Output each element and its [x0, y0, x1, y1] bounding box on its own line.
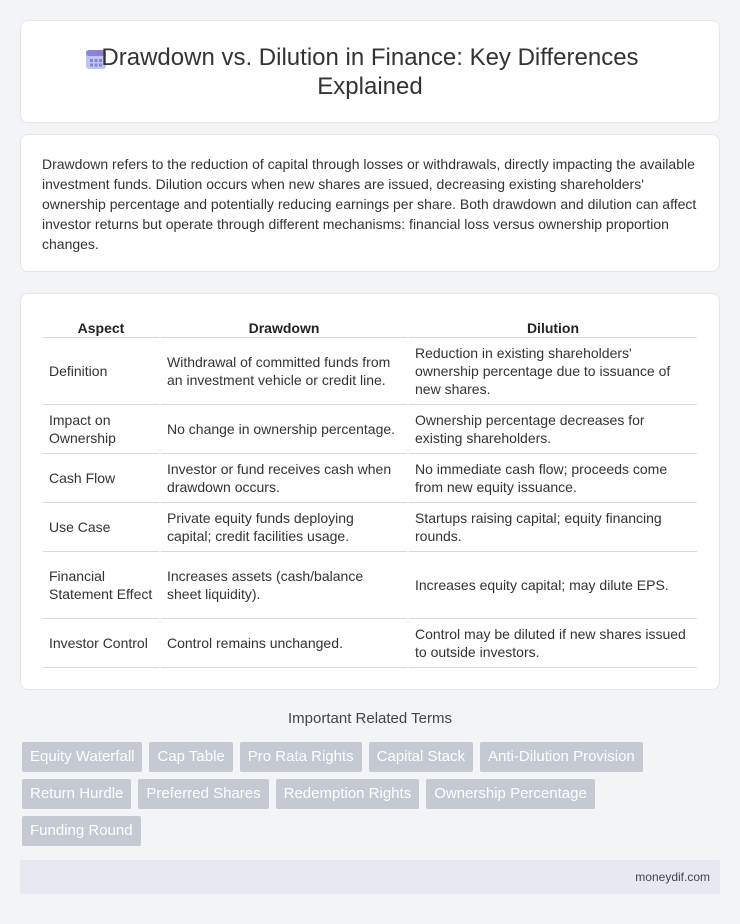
- comparison-table: [41, 314, 699, 668]
- row-dilution: No immediate cash flow; proceeds come from new equity issuance.: [409, 454, 697, 503]
- related-term-tag[interactable]: Ownership Percentage: [426, 779, 595, 809]
- footer: [20, 860, 720, 894]
- related-terms-list: [22, 742, 702, 846]
- row-drawdown: Withdrawal of committed funds from an investment vehicle or credit line.: [161, 338, 407, 405]
- table-row: [43, 454, 697, 503]
- intro-paragraph: Drawdown refers to the reduction of capital through losses or withdrawals, directly impacting the available investment funds. Dilution occurs when new shares are issued, decreasing existing shareholders' ownership percentage and potentially reducing earnings per share. Both drawdown and dilution can affect investor returns but operate through different mechanisms: financial loss versus ownership proportion changes.: [42, 156, 697, 252]
- row-aspect: Use Case: [43, 503, 159, 552]
- column-header-drawdown: Drawdown: [161, 314, 407, 338]
- title-card: [20, 20, 720, 123]
- row-dilution: Reduction in existing shareholders' ownership percentage due to issuance of new shares.: [409, 338, 697, 405]
- related-term-tag[interactable]: Return Hurdle: [22, 779, 131, 809]
- row-drawdown: Increases assets (cash/balance sheet liquidity).: [161, 552, 407, 619]
- table-row: [43, 619, 697, 668]
- related-term-tag[interactable]: Equity Waterfall: [22, 742, 142, 772]
- row-aspect: Definition: [43, 338, 159, 405]
- column-header-aspect: Aspect: [43, 314, 159, 338]
- related-term-tag[interactable]: Funding Round: [22, 816, 141, 846]
- row-drawdown: No change in ownership percentage.: [161, 405, 407, 454]
- table-row: [43, 338, 697, 405]
- row-aspect: Cash Flow: [43, 454, 159, 503]
- related-term-tag[interactable]: Capital Stack: [369, 742, 473, 772]
- intro-card: [20, 134, 720, 272]
- footer-site-link[interactable]: moneydif.com: [635, 870, 710, 884]
- row-dilution: Control may be diluted if new shares issued to outside investors.: [409, 619, 697, 668]
- row-dilution: Increases equity capital; may dilute EPS.: [409, 552, 697, 619]
- row-aspect: Impact on Ownership: [43, 405, 159, 454]
- row-drawdown: Control remains unchanged.: [161, 619, 407, 668]
- row-drawdown: Private equity funds deploying capital; credit facilities usage.: [161, 503, 407, 552]
- table-row: [43, 503, 697, 552]
- row-dilution: Startups raising capital; equity financing rounds.: [409, 503, 697, 552]
- table-row: [43, 552, 697, 619]
- related-terms-heading: Important Related Terms: [288, 710, 452, 727]
- table-row: [43, 405, 697, 454]
- row-drawdown: Investor or fund receives cash when drawdown occurs.: [161, 454, 407, 503]
- comparison-card: [20, 293, 720, 690]
- related-term-tag[interactable]: Preferred Shares: [138, 779, 268, 809]
- page-title: Drawdown vs. Dilution in Finance: Key Differences Explained: [101, 44, 639, 100]
- related-term-tag[interactable]: Cap Table: [149, 742, 232, 772]
- related-term-tag[interactable]: Anti-Dilution Provision: [480, 742, 643, 772]
- related-term-tag[interactable]: Redemption Rights: [276, 779, 420, 809]
- row-aspect: Financial Statement Effect: [43, 552, 159, 619]
- row-aspect: Investor Control: [43, 619, 159, 668]
- column-header-dilution: Dilution: [409, 314, 697, 338]
- related-term-tag[interactable]: Pro Rata Rights: [240, 742, 362, 772]
- row-dilution: Ownership percentage decreases for existing shareholders.: [409, 405, 697, 454]
- table-header-row: [43, 314, 697, 338]
